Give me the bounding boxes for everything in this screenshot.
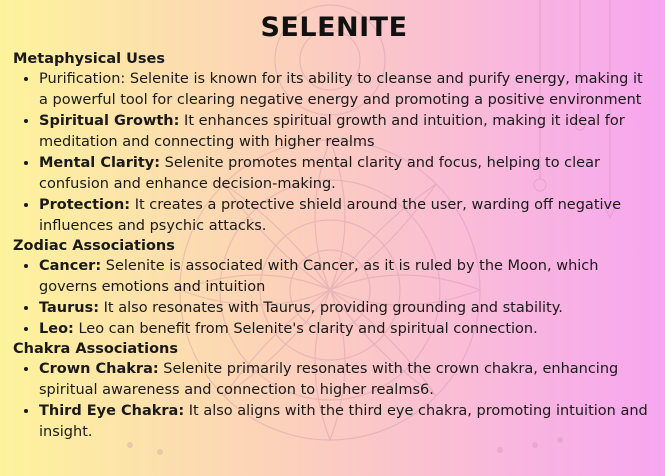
item-term: Spiritual Growth:	[39, 113, 180, 129]
item-text: It enhances spiritual growth and intuition, making it ideal for meditation and connecting with higher realms	[39, 113, 625, 150]
item-text: It also resonates with Taurus, providing grounding and stability.	[99, 300, 563, 316]
item-term: Cancer:	[39, 258, 102, 274]
list-item	[39, 195, 655, 237]
page-title: SELENITE	[260, 12, 408, 43]
item-term: Leo:	[39, 321, 74, 337]
list-item	[39, 69, 655, 111]
list-item	[39, 359, 655, 401]
item-term: Crown Chakra:	[39, 361, 159, 377]
item-text: It also aligns with the third eye chakra, promoting intuition and insight.	[39, 403, 648, 440]
list-item	[39, 319, 655, 340]
section-list	[13, 69, 655, 237]
section-list	[13, 256, 655, 340]
item-text: Purification: Selenite is known for its ability to cleanse and purify energy, making it a powerful tool for clearing negative energy and promoting a positive environment	[39, 71, 643, 108]
section-list	[13, 359, 655, 443]
list-item	[39, 153, 655, 195]
item-term: Taurus:	[39, 300, 100, 316]
list-item	[39, 111, 655, 153]
item-text: It creates a protective shield around the user, warding off negative influences and psychic attacks.	[39, 197, 622, 234]
section-heading: Metaphysical Uses	[13, 51, 166, 67]
item-term: Mental Clarity:	[39, 155, 161, 171]
item-text: Selenite primarily resonates with the crown chakra, enhancing spiritual awareness and connection to higher realms6.	[39, 361, 619, 398]
section-heading: Zodiac Associations	[13, 238, 175, 254]
section-heading: Chakra Associations	[13, 341, 178, 357]
sections-container	[13, 50, 655, 443]
list-item	[39, 256, 655, 298]
item-term: Protection:	[39, 197, 131, 213]
list-item	[39, 298, 655, 319]
item-text: Selenite promotes mental clarity and focus, helping to clear confusion and enhance decision-making.	[39, 155, 600, 192]
item-term: Third Eye Chakra:	[39, 403, 185, 419]
item-text: Leo can benefit from Selenite's clarity and spiritual connection.	[73, 321, 538, 337]
list-item	[39, 401, 655, 443]
item-text: Selenite is associated with Cancer, as it is ruled by the Moon, which governs emotions and intuition	[39, 258, 599, 295]
